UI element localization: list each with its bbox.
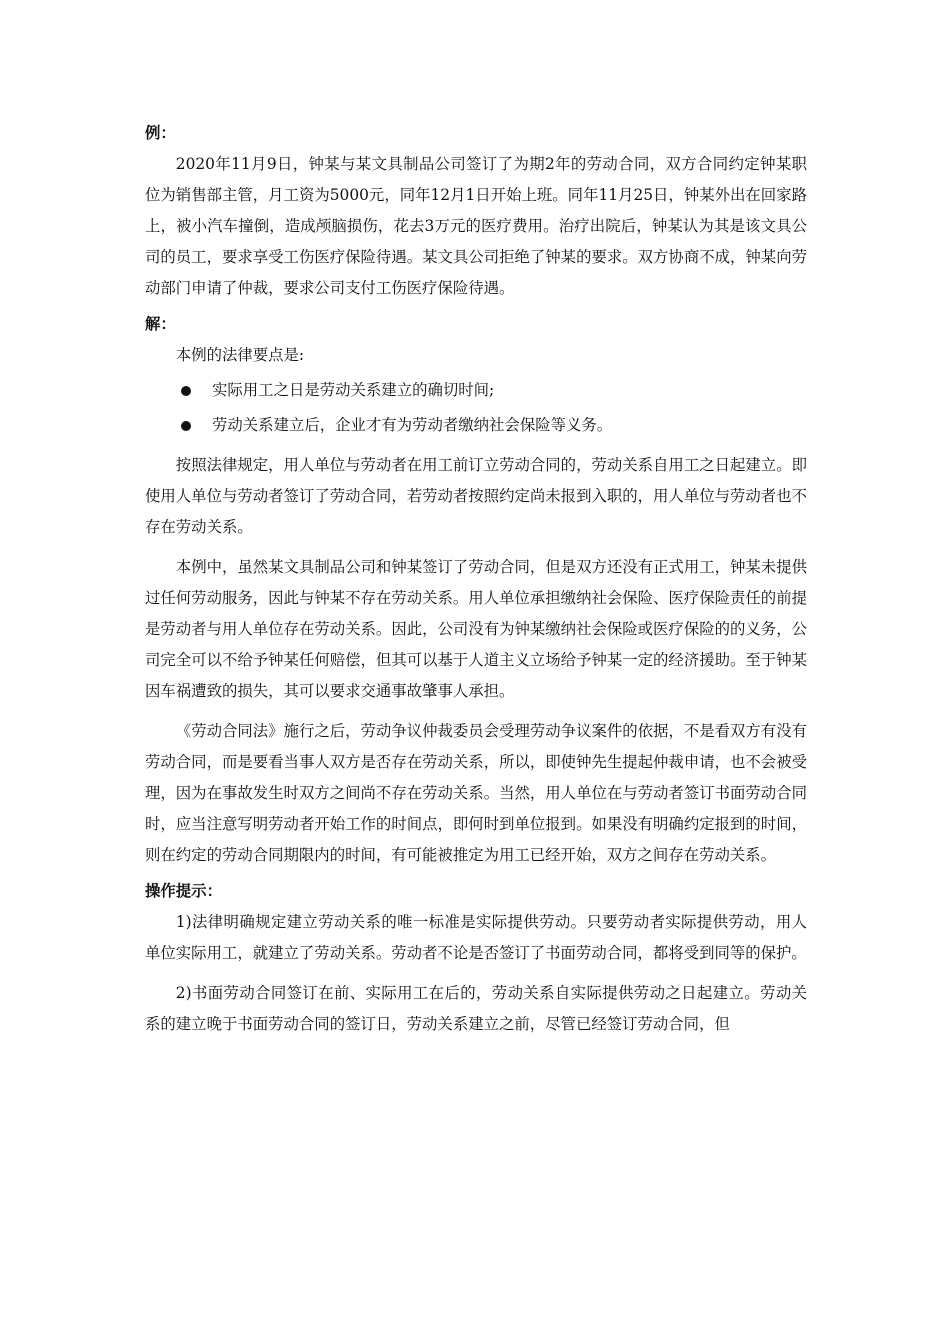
example-heading: 例： [145, 124, 176, 142]
key-point-text: 劳动关系建立后，企业才有为劳动者缴纳社会保险等义务。 [212, 416, 613, 434]
solution-paragraph: 《劳动合同法》施行之后，劳动争议仲裁委员会受理劳动争议案件的依据，不是看双方有没有劳动合同，而是要看当事人双方是否存在劳动关系，所以，即使钟先生提起仲裁申请，也不会被受理，因为在事故发生时双方之间尚不存在劳动关系。当然，用人单位在与劳动者签订书面劳动合同时，应当注意写明劳动者开始工作的时间点，即何时到单位报到。如果没有明确约定报到的时间，则在约定的劳动合同期限内的时间，有可能被推定为用工已经开始，双方之间存在劳动关系。 [145, 722, 807, 864]
list-item [145, 375, 807, 406]
solution-heading: 解： [145, 315, 176, 333]
bullet-icon [181, 386, 191, 396]
tips-heading: 操作提示： [145, 882, 222, 900]
list-item [145, 410, 807, 441]
solution-paragraph: 本例中，虽然某文具制品公司和钟某签订了劳动合同，但是双方还没有正式用工，钟某未提供过任何劳动服务，因此与钟某不存在劳动关系。用人单位承担缴纳社会保险、医疗保险责任的前提是劳动者与用人单位存在劳动关系。因此，公司没有为钟某缴纳社会保险或医疗保险的的义务，公司完全可以不给予钟某任何赔偿，但其可以基于人道主义立场给予钟某一定的经济援助。至于钟某因车祸遭致的损失，其可以要求交通事故肇事人承担。 [145, 558, 807, 700]
bullet-icon [181, 421, 191, 431]
tip-paragraph: 1)法律明确规定建立劳动关系的唯一标准是实际提供劳动。只要劳动者实际提供劳动，用人单位实际用工，就建立了劳动关系。劳动者不论是否签订了书面劳动合同，都将受到同等的保护。 [145, 913, 807, 962]
document-page [145, 118, 807, 1040]
key-points-list [145, 375, 807, 441]
key-point-text: 实际用工之日是劳动关系建立的确切时间; [212, 381, 495, 399]
solution-intro: 本例的法律要点是: [175, 346, 305, 364]
solution-paragraph: 按照法律规定，用人单位与劳动者在用工前订立劳动合同的，劳动关系自用工之日起建立。即使用人单位与劳动者签订了劳动合同，若劳动者按照约定尚未报到入职的，用人单位与劳动者也不存在劳动关系。 [145, 456, 807, 536]
tip-paragraph: 2)书面劳动合同签订在前、实际用工在后的，劳动关系自实际提供劳动之日起建立。劳动关系的建立晚于书面劳动合同的签订日，劳动关系建立之前，尽管已经签订劳动合同，但 [145, 984, 807, 1033]
example-paragraph: 2020年11月9日，钟某与某文具制品公司签订了为期2年的劳动合同，双方合同约定钟某职位为销售部主管，月工资为5000元，同年12月1日开始上班。同年11月25日，钟某外出在回家路上，被小汽车撞倒，造成颅脑损伤，花去3万元的医疗费用。治疗出院后，钟某认为其是该文具公司的员工，要求享受工伤医疗保险待遇。某文具公司拒绝了钟某的要求。双方协商不成，钟某向劳动部门申请了仲裁，要求公司支付工伤医疗保险待遇。 [145, 155, 807, 297]
